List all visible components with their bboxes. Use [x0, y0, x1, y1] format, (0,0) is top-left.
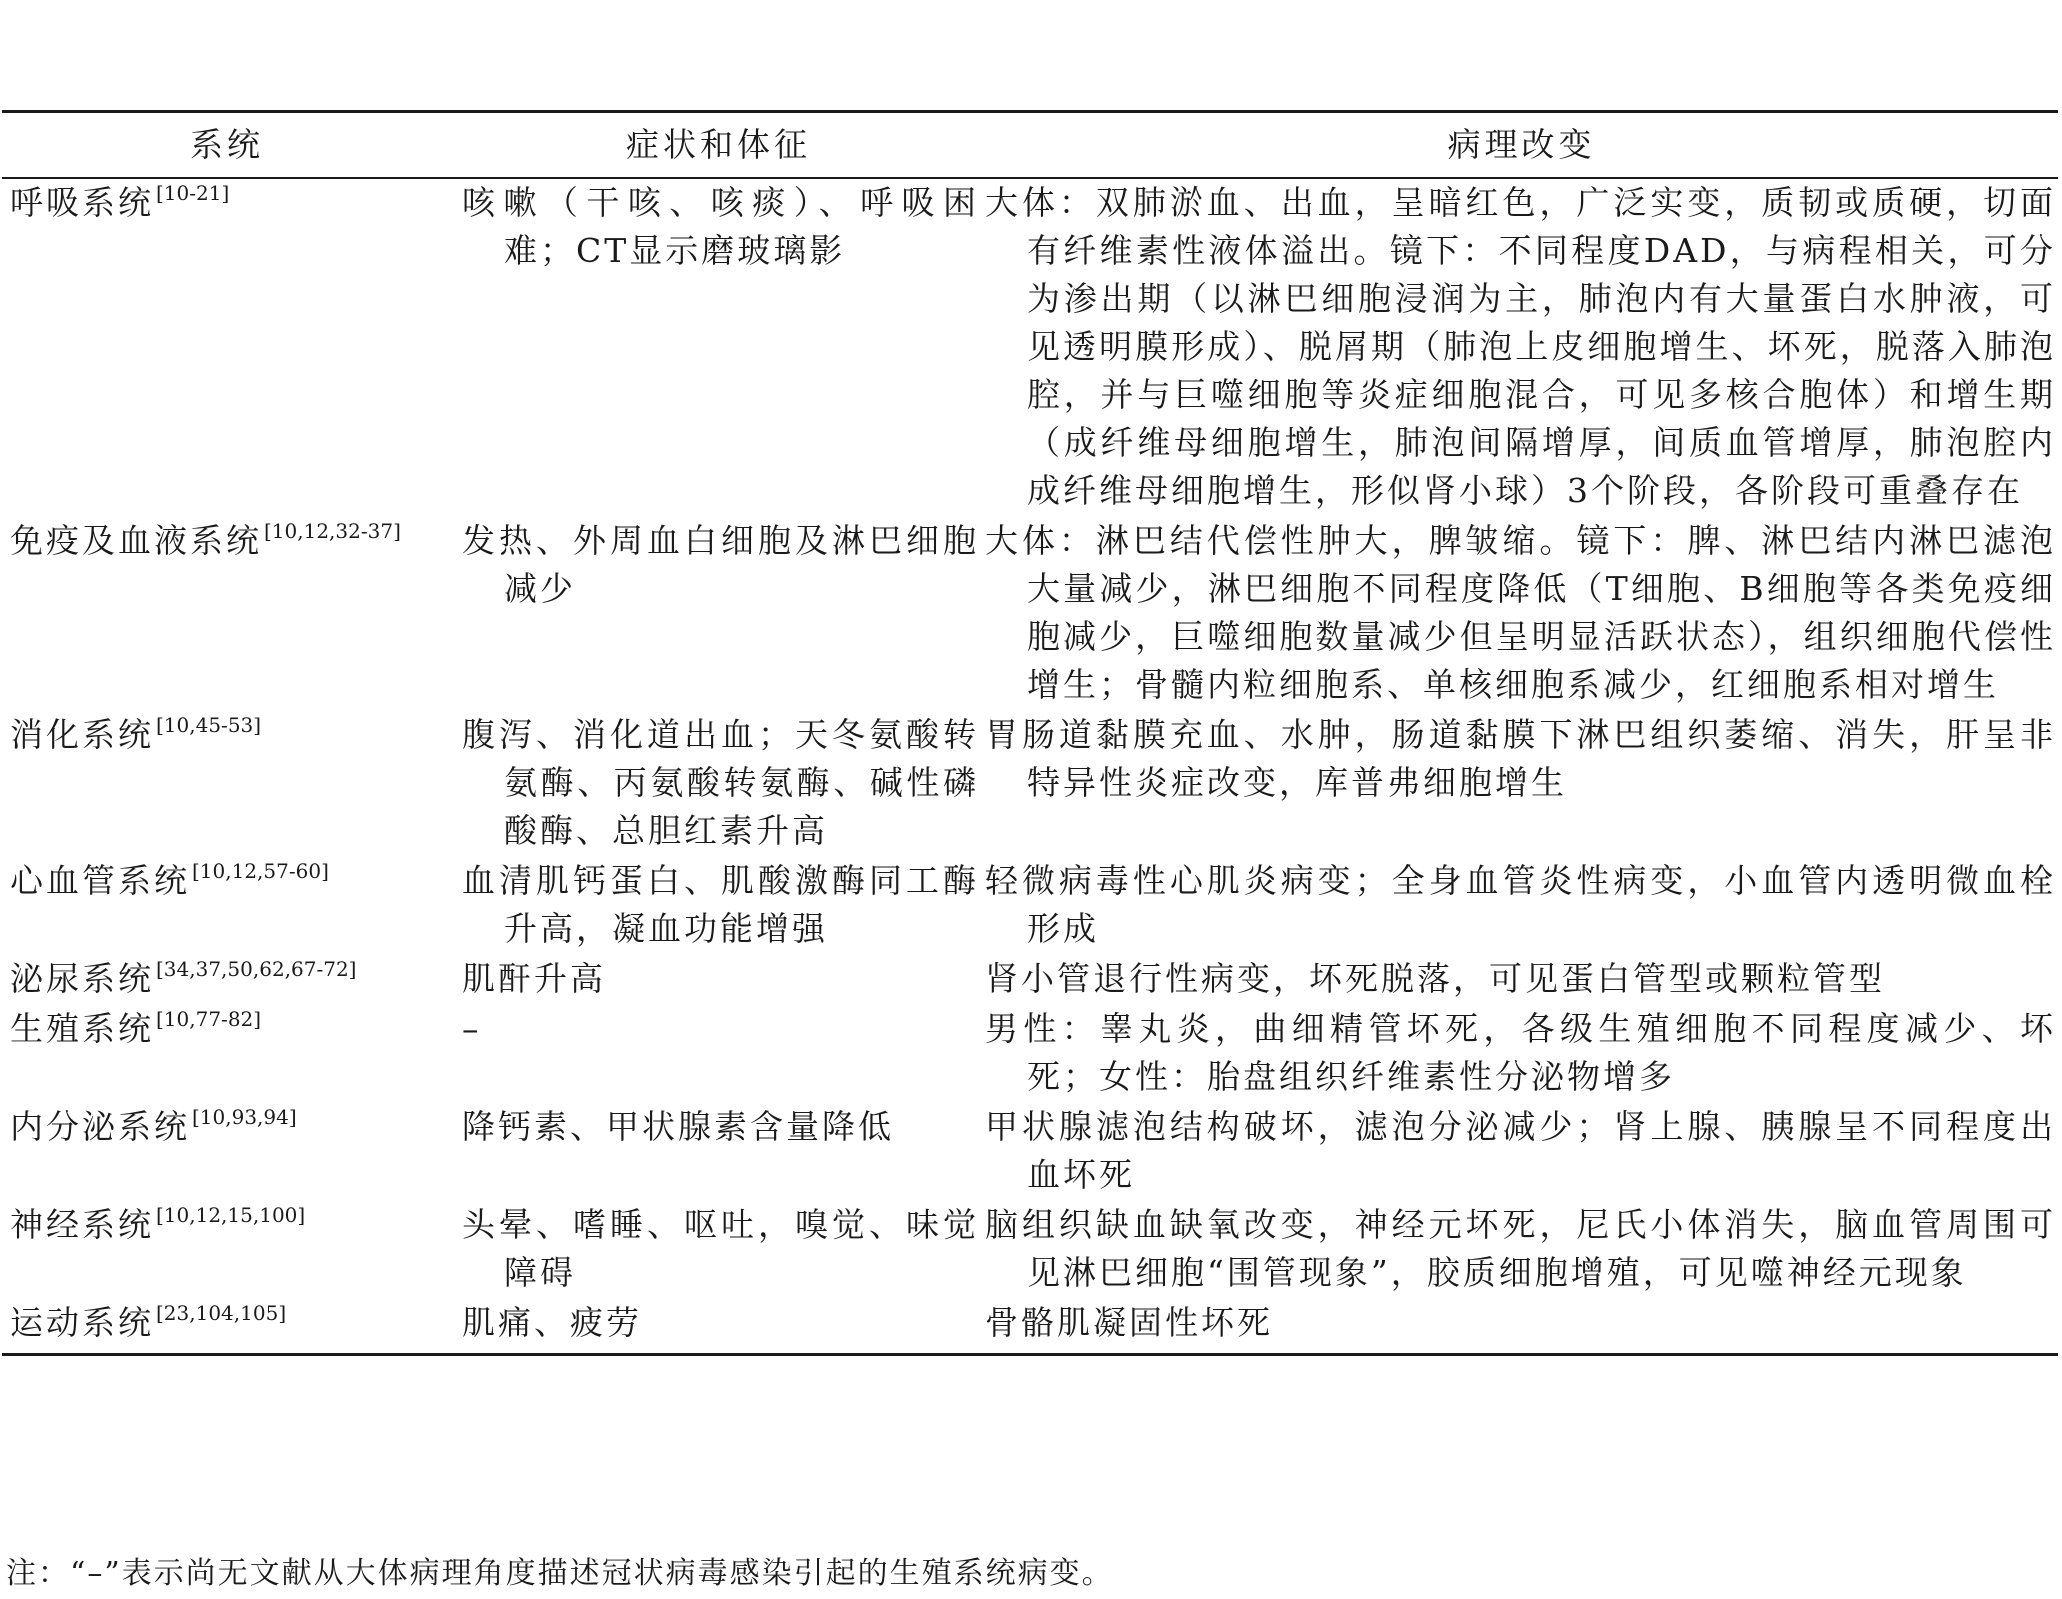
- pathology-text: 脑组织缺血缺氧改变，神经元坏死，尼氏小体消失，脑血管周围可见淋巴细胞“围管现象”，胶质细胞增殖，可见噬神经元现象: [985, 1205, 2056, 1292]
- cell-symptoms: [452, 1299, 985, 1355]
- header-system: 系统: [2, 112, 452, 179]
- table-row: [2, 1201, 2058, 1299]
- system-name: 生殖系统: [10, 1009, 154, 1048]
- cell-system: [2, 955, 452, 1005]
- pathology-table: [2, 110, 2058, 1356]
- table-footnote: 注：“–”表示尚无文献从大体病理角度描述冠状病毒感染引起的生殖系统病变。: [6, 1556, 1114, 1591]
- cell-symptoms: [452, 1103, 985, 1201]
- cell-system: [2, 178, 452, 517]
- cell-symptoms: [452, 517, 985, 711]
- system-name: 内分泌系统: [10, 1107, 190, 1146]
- system-name: 消化系统: [10, 715, 154, 754]
- symptoms-text: 咳嗽（干咳、咳痰）、呼吸困难；CT显示磨玻璃影: [462, 183, 979, 270]
- cell-pathology: [985, 857, 2058, 955]
- table-row: [2, 711, 2058, 857]
- symptoms-text: 腹泻、消化道出血；天冬氨酸转氨酶、丙氨酸转氨酶、碱性磷酸酶、总胆红素升高: [462, 715, 979, 850]
- cell-pathology: [985, 1299, 2058, 1355]
- table-header-row: [2, 112, 2058, 179]
- system-name: 神经系统: [10, 1205, 154, 1244]
- pathology-text: 男性：睾丸炎，曲细精管坏死，各级生殖细胞不同程度减少、坏死；女性：胎盘组织纤维素性分泌物增多: [985, 1009, 2056, 1096]
- cell-system: [2, 1005, 452, 1103]
- cell-system: [2, 1201, 452, 1299]
- system-name: 泌尿系统: [10, 959, 154, 998]
- pathology-text: 肾小管退行性病变，坏死脱落，可见蛋白管型或颗粒管型: [985, 959, 1885, 998]
- cell-system: [2, 1299, 452, 1355]
- symptoms-text: 发热、外周血白细胞及淋巴细胞减少: [462, 521, 979, 608]
- pathology-text: 胃肠道黏膜充血、水肿，肠道黏膜下淋巴组织萎缩、消失，肝呈非特异性炎症改变，库普弗细胞增生: [985, 715, 2056, 802]
- symptoms-text: 降钙素、甲状腺素含量降低: [462, 1107, 894, 1146]
- citation-refs: [10,12,57-60]: [192, 859, 329, 883]
- header-symptoms: 症状和体征: [452, 112, 985, 179]
- symptoms-text: 血清肌钙蛋白、肌酸激酶同工酶升高，凝血功能增强: [462, 861, 979, 948]
- cell-pathology: [985, 1103, 2058, 1201]
- citation-refs: [10,12,15,100]: [156, 1203, 306, 1227]
- table-row: [2, 1005, 2058, 1103]
- cell-system: [2, 517, 452, 711]
- table-row: [2, 517, 2058, 711]
- pathology-text: 骨骼肌凝固性坏死: [985, 1303, 1273, 1342]
- table-row: [2, 1299, 2058, 1355]
- cell-pathology: [985, 178, 2058, 517]
- table-row: [2, 178, 2058, 517]
- symptoms-text: –: [462, 1009, 482, 1048]
- cell-symptoms: [452, 711, 985, 857]
- system-name: 心血管系统: [10, 861, 190, 900]
- cell-pathology: [985, 1201, 2058, 1299]
- cell-pathology: [985, 955, 2058, 1005]
- table-row: [2, 1103, 2058, 1201]
- citation-refs: [10,93,94]: [192, 1105, 297, 1129]
- table-row: [2, 955, 2058, 1005]
- cell-symptoms: [452, 955, 985, 1005]
- table-row: [2, 857, 2058, 955]
- pathology-text: 大体：淋巴结代偿性肿大，脾皱缩。镜下：脾、淋巴结内淋巴滤泡大量减少，淋巴细胞不同程度降低（T细胞、B细胞等各类免疫细胞减少，巨噬细胞数量减少但呈明显活跃状态），组织细胞代偿性增生；骨髓内粒细胞系、单核细胞系减少，红细胞系相对增生: [985, 521, 2056, 704]
- symptoms-text: 肌痛、疲劳: [462, 1303, 642, 1342]
- citation-refs: [10-21]: [156, 181, 230, 205]
- system-name: 呼吸系统: [10, 183, 154, 222]
- cell-system: [2, 711, 452, 857]
- system-name: 免疫及血液系统: [10, 521, 262, 560]
- citation-refs: [10,45-53]: [156, 713, 262, 737]
- pathology-text: 轻微病毒性心肌炎病变；全身血管炎性病变，小血管内透明微血栓形成: [985, 861, 2056, 948]
- citation-refs: [34,37,50,62,67-72]: [156, 957, 357, 981]
- header-pathology: 病理改变: [985, 112, 2058, 179]
- cell-pathology: [985, 517, 2058, 711]
- citation-refs: [10,77-82]: [156, 1007, 262, 1031]
- citation-refs: [23,104,105]: [156, 1301, 287, 1325]
- cell-symptoms: [452, 1201, 985, 1299]
- cell-symptoms: [452, 857, 985, 955]
- pathology-text: 大体：双肺淤血、出血，呈暗红色，广泛实变，质韧或质硬，切面有纤维素性液体溢出。镜下：不同程度DAD，与病程相关，可分为渗出期（以淋巴细胞浸润为主，肺泡内有大量蛋白水肿液，可见透明膜形成）、脱屑期（肺泡上皮细胞增生、坏死，脱落入肺泡腔，并与巨噬细胞等炎症细胞混合，可见多核合胞体）和增生期（成纤维母细胞增生，肺泡间隔增厚，间质血管增厚，肺泡腔内成纤维母细胞增生，形似肾小球）3个阶段，各阶段可重叠存在: [985, 183, 2056, 510]
- cell-pathology: [985, 1005, 2058, 1103]
- cell-symptoms: [452, 1005, 985, 1103]
- symptoms-text: 肌酐升高: [462, 959, 606, 998]
- cell-pathology: [985, 711, 2058, 857]
- pathology-text: 甲状腺滤泡结构破坏，滤泡分泌减少；肾上腺、胰腺呈不同程度出血坏死: [985, 1107, 2056, 1194]
- system-name: 运动系统: [10, 1303, 154, 1342]
- cell-system: [2, 857, 452, 955]
- cell-system: [2, 1103, 452, 1201]
- cell-symptoms: [452, 178, 985, 517]
- symptoms-text: 头晕、嗜睡、呕吐，嗅觉、味觉障碍: [462, 1205, 979, 1292]
- citation-refs: [10,12,32-37]: [264, 519, 401, 543]
